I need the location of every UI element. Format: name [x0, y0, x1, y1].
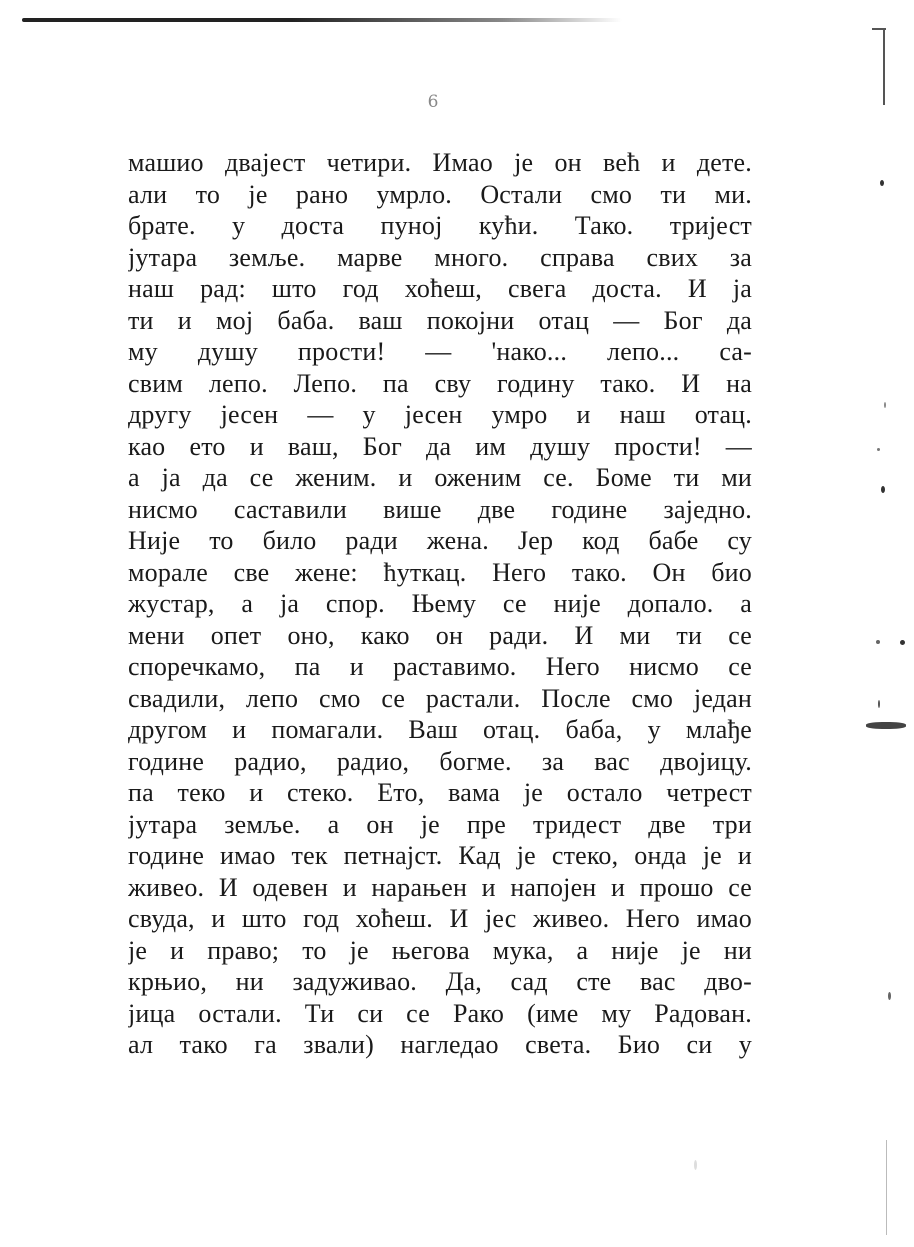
text-line: наш рад: што год хоћеш, свега доста. И ја	[128, 274, 752, 303]
text-line: другом и помагали. Ваш отац. баба, у млађе	[128, 715, 752, 744]
text-line: године имао тек петнајст. Кад је стеко, онда је и	[128, 841, 752, 870]
text-line: мени опет оно, како он ради. И ми ти се	[128, 620, 752, 650]
text-line: другу јесен — у јесен умро и наш отац.	[128, 400, 752, 429]
scan-speck	[884, 402, 886, 408]
text-line: године радио, радио, богме. за вас двојицу.	[128, 746, 752, 776]
text-line: брате. у доста пуној кући. Тако. тријест	[128, 211, 752, 240]
scan-speck	[876, 640, 880, 644]
binding-edge-line-bottom	[886, 1140, 887, 1235]
text-line: а ја да се женим. и оженим се. Боме ти ми	[128, 463, 752, 492]
text-line: свуда, и што год хоћеш. И јес живео. Него имао	[128, 904, 752, 933]
text-line: жустар, а ја спор. Њему се није допало. а	[128, 589, 752, 618]
text-line: му душу прости! — 'нако... лепо... са-	[128, 337, 752, 366]
scan-speck	[694, 1160, 697, 1170]
scan-speck	[880, 180, 884, 186]
text-line: нисмо саставили више две године заједно.	[128, 494, 752, 524]
text-line: живео. И одевен и нарањен и напојен и прошо се	[128, 872, 752, 902]
text-line: па теко и стеко. Ето, вама је остало четрест	[128, 778, 752, 807]
text-line: али то је рано умрло. Остали смо ти ми.	[128, 179, 752, 209]
text-line: свадили, лепо смо се растали. После смо један	[128, 683, 752, 713]
binding-edge-line	[883, 30, 885, 105]
text-line: као ето и ваш, Бог да им душу прости! —	[128, 431, 752, 461]
text-line: је и право; то је његова мука, а није је ни	[128, 935, 752, 965]
text-line: крњио, ни задуживао. Да, сад сте вас дво-	[128, 967, 752, 996]
body-text	[128, 147, 752, 1061]
text-line: јутара земље. а он је пре тридест две три	[128, 809, 752, 839]
text-line: ти и мој баба. ваш покојни отац — Бог да	[128, 305, 752, 335]
text-line: машио двајест четири. Имао је он већ и дете.	[128, 148, 752, 177]
header-rule	[22, 18, 622, 22]
text-line: морале све жене: ћуткац. Него тако. Он био	[128, 557, 752, 587]
text-line: јица остали. Ти си се Рако (име му Радован.	[128, 998, 752, 1028]
scan-speck	[900, 640, 905, 645]
scan-speck	[878, 700, 880, 708]
text-line: свим лепо. Лепо. па сву годину тако. И на	[128, 368, 752, 398]
scan-speck	[888, 992, 891, 1000]
scan-speck	[881, 486, 885, 493]
scan-speck	[877, 448, 880, 451]
scan-speck	[866, 722, 906, 729]
page-number: 6	[427, 92, 439, 112]
text-line: Није то било ради жена. Јер код бабе су	[128, 526, 752, 555]
text-line: јутара земље. марве много. справа свих за	[128, 242, 752, 272]
text-line: споречкамо, па и раставимо. Него нисмо се	[128, 652, 752, 681]
text-line: ал тако га звали) нагледао света. Био си у	[128, 1030, 752, 1059]
